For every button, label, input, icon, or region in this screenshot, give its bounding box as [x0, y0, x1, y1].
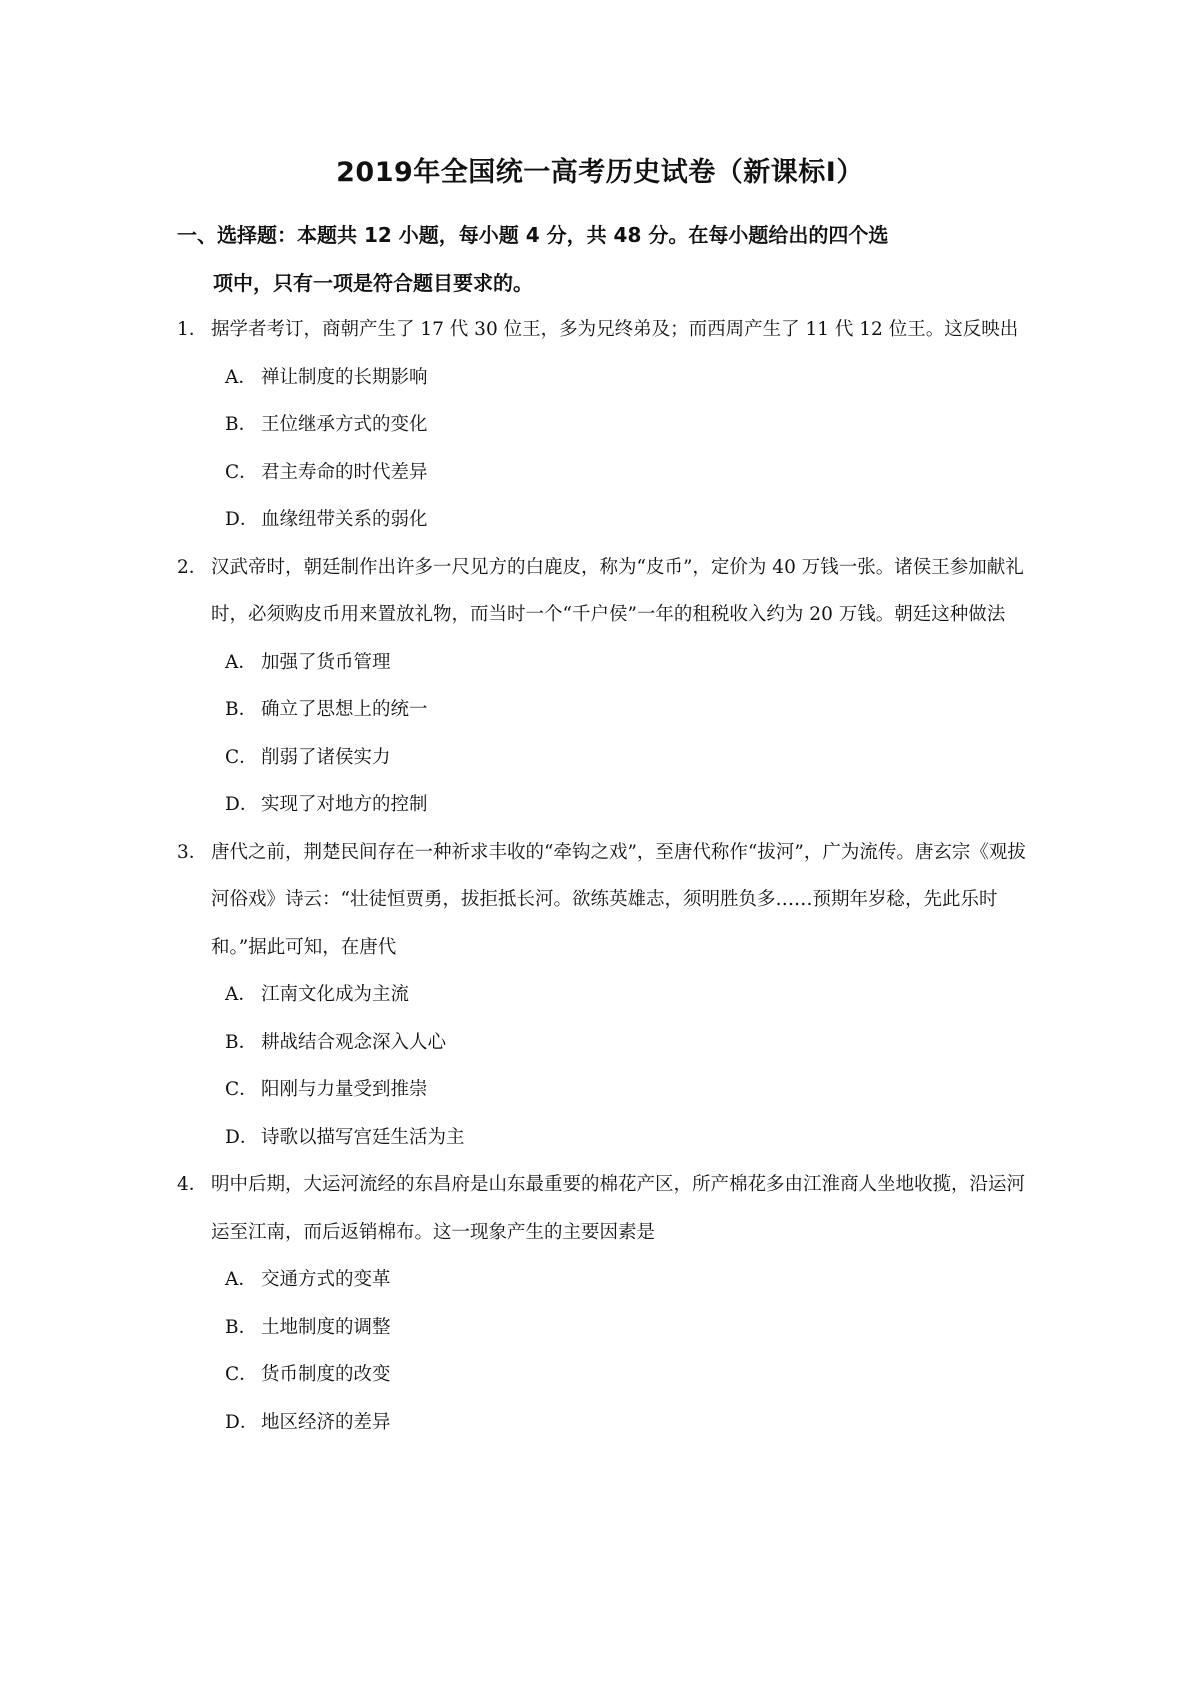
- option-b: [177, 1304, 1037, 1352]
- option-b: [177, 686, 1037, 734]
- question-number: 4．: [177, 1174, 208, 1195]
- option-letter: B．: [225, 1316, 258, 1338]
- exam-title: 2019年全国统一高考历史试卷（新课标Ⅰ）: [336, 157, 864, 188]
- option-letter: B．: [225, 699, 258, 720]
- option-text: 货币制度的改变: [261, 1364, 391, 1385]
- option-letter: C．: [225, 461, 258, 483]
- option-letter: B．: [225, 414, 258, 435]
- option-d: [177, 781, 1037, 829]
- option-d: [177, 1114, 1037, 1162]
- option-text: 耕战结合观念深入人心: [261, 1031, 447, 1053]
- option-text: 诗歌以描写宫廷生活为主: [261, 1126, 465, 1148]
- section-heading-line2: 项中，只有一项是符合题目要求的。: [213, 271, 533, 295]
- option-letter: A．: [225, 366, 257, 388]
- option-d: [177, 1399, 1037, 1447]
- option-text: 土地制度的调整: [261, 1316, 391, 1338]
- option-c: [177, 1066, 1037, 1114]
- question-stem: [177, 544, 1037, 639]
- section-heading-line1: 一、选择题：本题共 12 小题，每小题 4 分，共 48 分。在每小题给出的四个选: [177, 223, 889, 247]
- question-1: [177, 306, 1037, 544]
- option-b: [177, 1019, 1037, 1067]
- option-letter: C．: [225, 1364, 258, 1385]
- option-b: [177, 401, 1037, 449]
- option-text: 王位继承方式的变化: [261, 414, 428, 435]
- question-stem: [177, 306, 1037, 354]
- question-text: 明中后期，大运河流经的东昌府是山东最重要的棉花产区，所产棉花多由江淮商人坐地收揽，沿运河运至江南，而后返销棉布。这一现象产生的主要因素是: [211, 1174, 1026, 1243]
- option-letter: A．: [225, 1269, 257, 1290]
- question-text: 唐代之前，荆楚民间存在一种祈求丰收的“牵钩之戏”，至唐代称作“拔河”，广为流传。唐玄宗《观拔河俗戏》诗云：“壮徒恒贾勇，拔拒抵长河。欲练英雄志，须明胜负多……预期年岁稔，先此乐时和。”据此可知，在唐代: [211, 841, 1026, 958]
- option-text: 血缘纽带关系的弱化: [261, 509, 428, 530]
- option-text: 阳刚与力量受到推崇: [261, 1079, 428, 1100]
- option-text: 加强了货币管理: [261, 651, 391, 673]
- option-text: 君主寿命的时代差异: [261, 461, 428, 483]
- question-3: [177, 829, 1037, 1162]
- option-text: 确立了思想上的统一: [261, 699, 428, 720]
- option-letter: C．: [225, 746, 258, 768]
- option-c: [177, 1351, 1037, 1399]
- option-letter: B．: [225, 1031, 258, 1053]
- option-letter: C．: [225, 1079, 258, 1100]
- section-heading: [177, 211, 1037, 307]
- option-text: 江南文化成为主流: [261, 984, 410, 1005]
- option-a: [177, 354, 1037, 402]
- question-number: 1．: [177, 319, 208, 340]
- option-letter: A．: [225, 651, 257, 673]
- question-2: [177, 544, 1037, 829]
- option-letter: D．: [225, 509, 259, 530]
- question-number: 2．: [177, 556, 208, 578]
- option-a: [177, 971, 1037, 1019]
- option-c: [177, 734, 1037, 782]
- question-text: 汉武帝时，朝廷制作出许多一尺见方的白鹿皮，称为“皮币”，定价为 40 万钱一张。诸侯王参加献礼时，必须购皮币用来置放礼物，而当时一个“千户侯”一年的租税收入约为 20 万钱。朝廷这种做法: [211, 556, 1024, 625]
- option-d: [177, 496, 1037, 544]
- option-letter: D．: [225, 1411, 259, 1433]
- question-stem: [177, 829, 1037, 972]
- option-letter: D．: [225, 1126, 259, 1148]
- option-text: 削弱了诸侯实力: [261, 746, 391, 768]
- question-4: [177, 1161, 1037, 1446]
- option-a: [177, 639, 1037, 687]
- option-text: 交通方式的变革: [261, 1269, 391, 1290]
- option-c: [177, 449, 1037, 497]
- question-list: [177, 306, 1037, 1446]
- option-text: 实现了对地方的控制: [261, 794, 428, 815]
- question-number: 3．: [177, 841, 208, 863]
- question-text: 据学者考订，商朝产生了 17 代 30 位王，多为兄终弟及；而西周产生了 11 代 12 位王。这反映出: [211, 319, 1019, 340]
- option-letter: A．: [225, 984, 257, 1005]
- option-text: 地区经济的差异: [261, 1411, 391, 1433]
- question-stem: [177, 1161, 1037, 1256]
- option-text: 禅让制度的长期影响: [261, 366, 428, 388]
- option-letter: D．: [225, 794, 259, 815]
- option-a: [177, 1256, 1037, 1304]
